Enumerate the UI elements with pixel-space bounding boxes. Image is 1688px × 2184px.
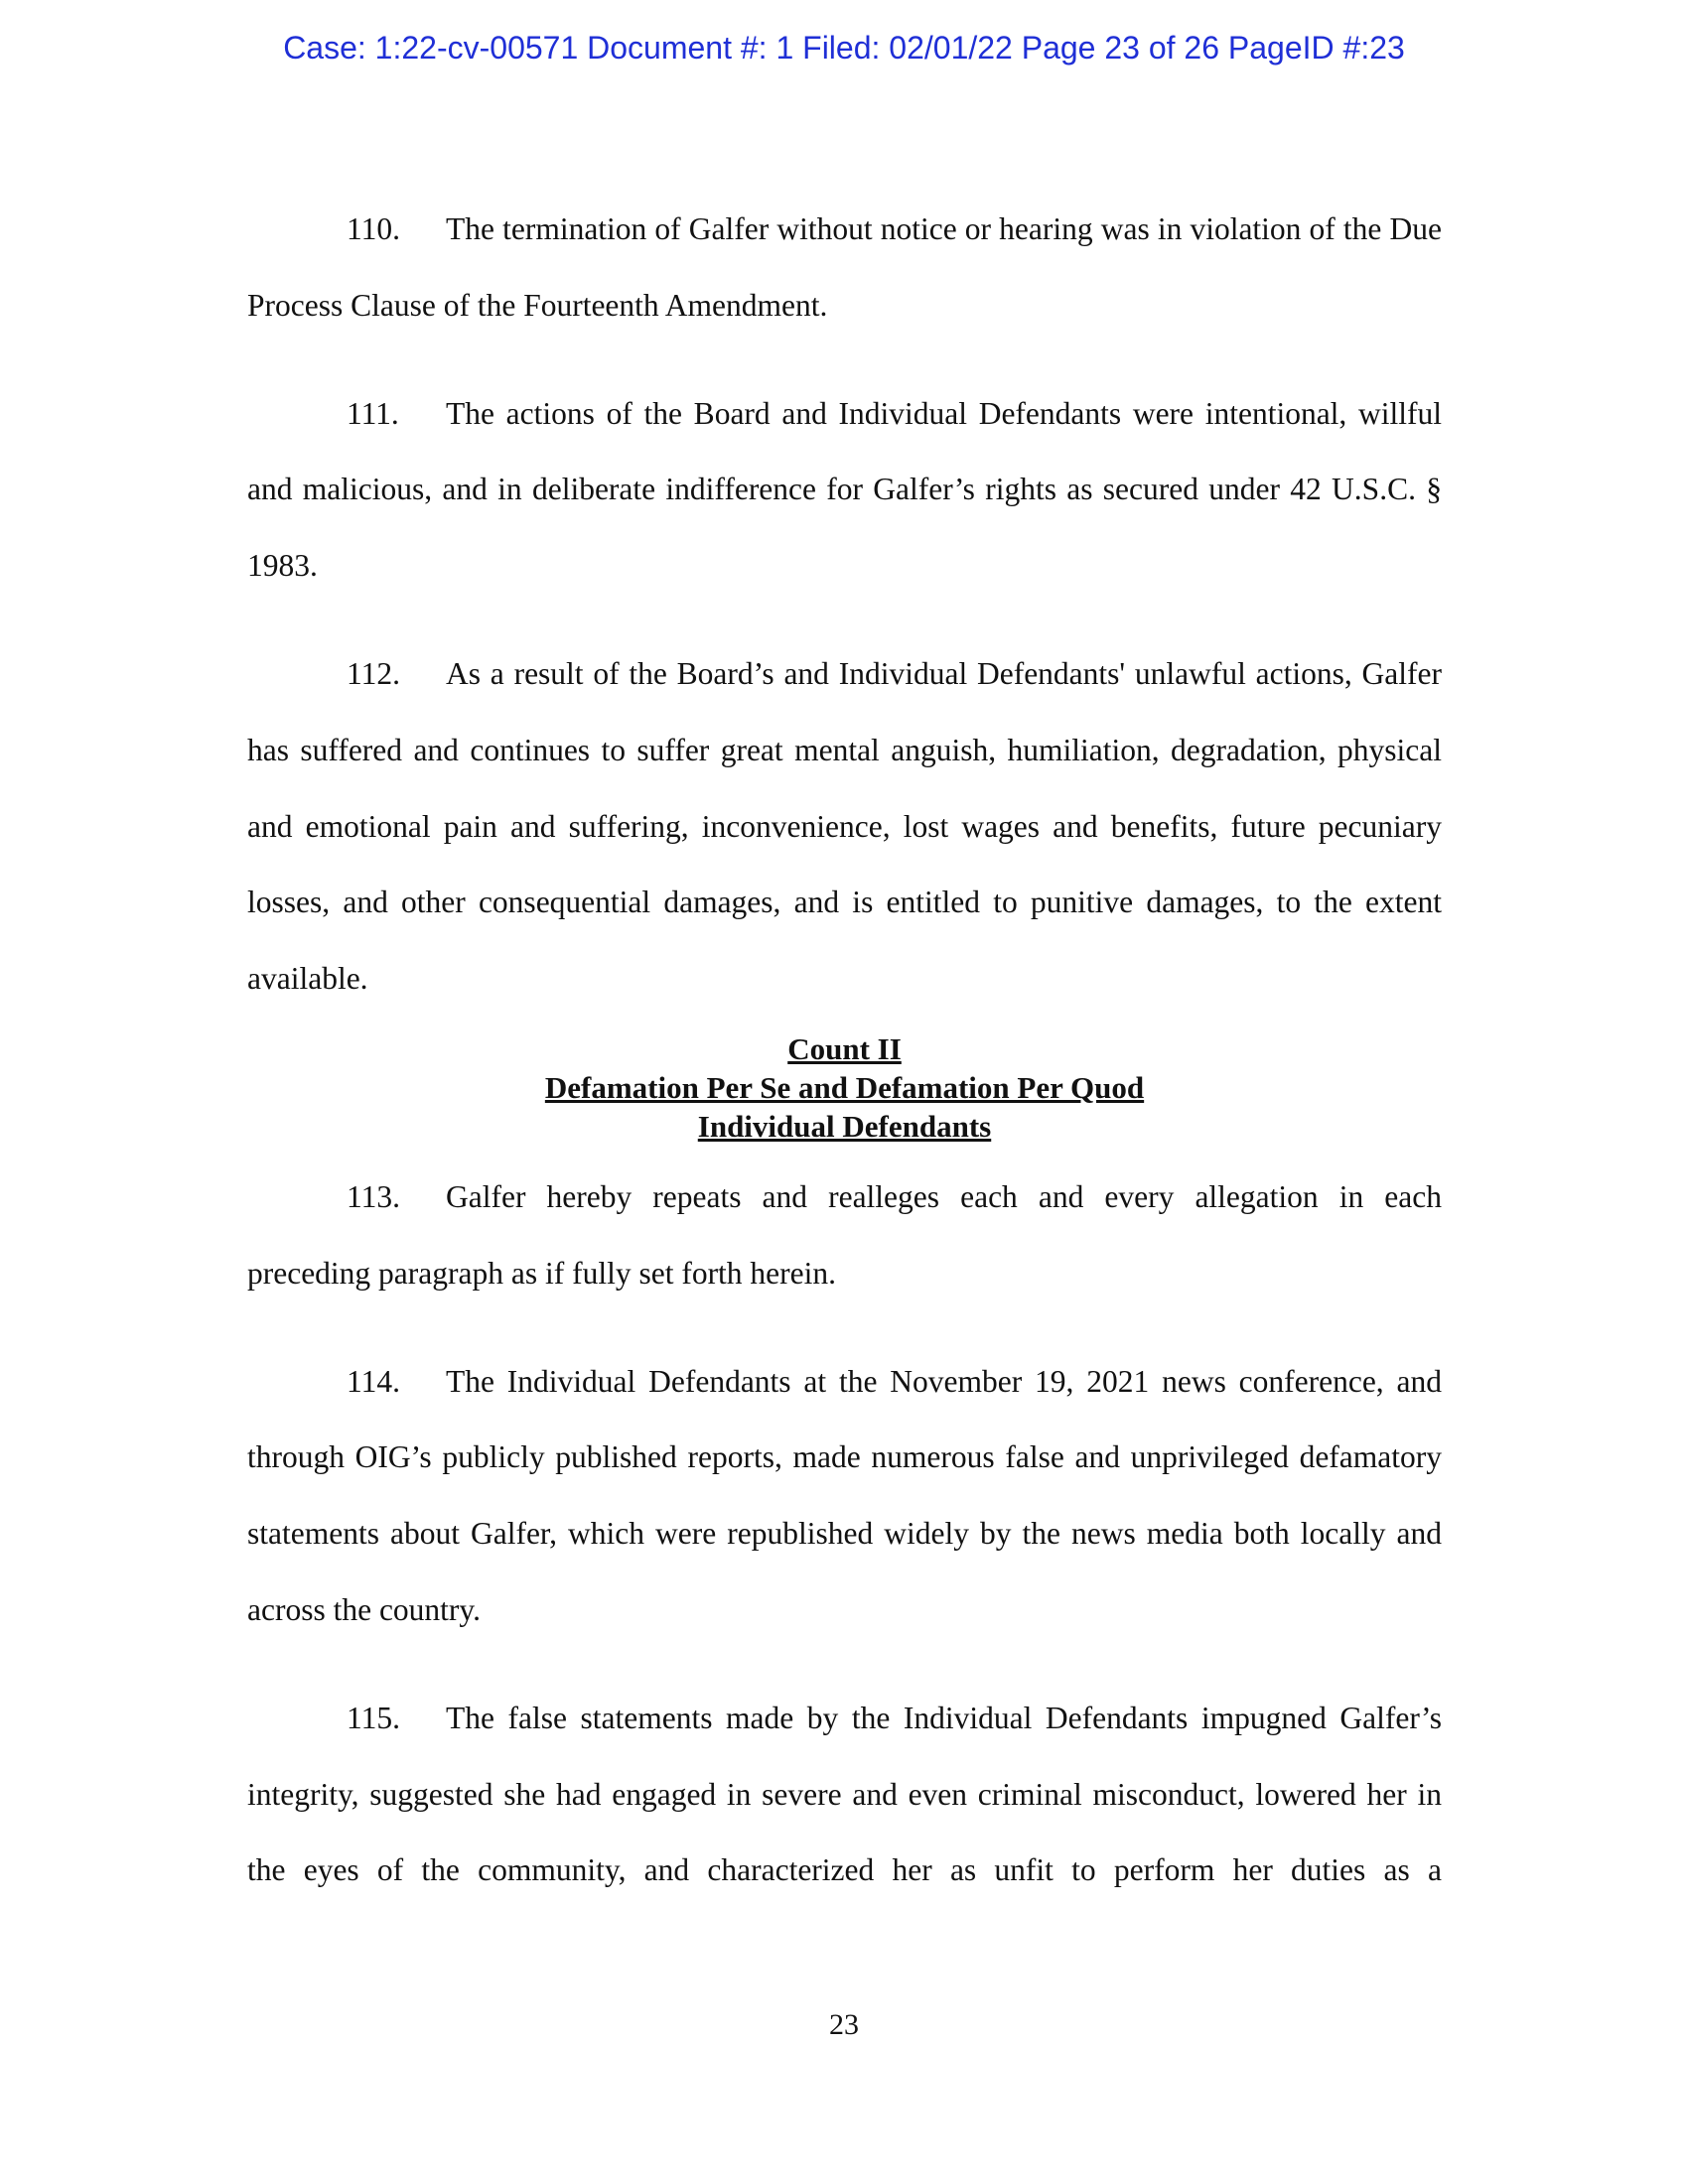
- paragraph-112: [247, 636, 1442, 1018]
- paragraph-113: [247, 1160, 1442, 1312]
- count-heading: [247, 1029, 1442, 1146]
- paragraph-114: [247, 1344, 1442, 1649]
- page-number: 23: [829, 2008, 859, 2041]
- paragraph-text: Galfer hereby repeats and realleges each and every allegation in each preceding paragraph as if fully set forth herein.: [247, 1178, 1442, 1291]
- paragraph-110: [247, 192, 1442, 344]
- paragraph-number: 112.: [347, 655, 400, 691]
- paragraph-111: [247, 376, 1442, 605]
- count-title: Count II: [787, 1030, 902, 1066]
- paragraph-number: 114.: [347, 1363, 400, 1399]
- paragraph-number: 111.: [347, 395, 399, 431]
- paragraph-text: The actions of the Board and Individual Defendants were intentional, willful and malicious, and in deliberate indifference for Galfer’s rights as secured under 42 U.S.C. § 1983.: [247, 395, 1442, 584]
- paragraph-115: [247, 1681, 1442, 1909]
- paragraph-number: 115.: [347, 1700, 400, 1735]
- paragraph-text: As a result of the Board’s and Individual Defendants' unlawful actions, Galfer has suffered and continues to suffer great mental anguish, humiliation, degradation, physical and emotional pain and suffering, inconvenience, lost wages and benefits, future pecuniary losses, and other consequential damages, and is entitled to punitive damages, to the extent available.: [247, 655, 1442, 997]
- paragraph-number: 110.: [347, 211, 400, 246]
- count-claim-title: Defamation Per Se and Defamation Per Quod: [544, 1069, 1145, 1105]
- paragraph-text: The Individual Defendants at the November 19, 2021 news conference, and through OIG’s publicly published reports, made numerous false and unprivileged defamatory statements about Galfer, which were republished widely by the news media both locally and across the country.: [247, 1363, 1442, 1627]
- case-header: Case: 1:22-cv-00571 Document #: 1 Filed: 02/01/22 Page 23 of 26 PageID #:23: [283, 30, 1405, 66]
- count-defendants: Individual Defendants: [697, 1108, 992, 1144]
- document-body: [247, 192, 1442, 1909]
- paragraph-number: 113.: [347, 1178, 400, 1214]
- paragraph-text: The false statements made by the Individual Defendants impugned Galfer’s integrity, suggested she had engaged in severe and even criminal misconduct, lowered her in the eyes of the community, and characterized her as unfit to perform her duties as a: [247, 1700, 1442, 1888]
- paragraph-text: The termination of Galfer without notice or hearing was in violation of the Due Process Clause of the Fourteenth Amendment.: [247, 211, 1442, 323]
